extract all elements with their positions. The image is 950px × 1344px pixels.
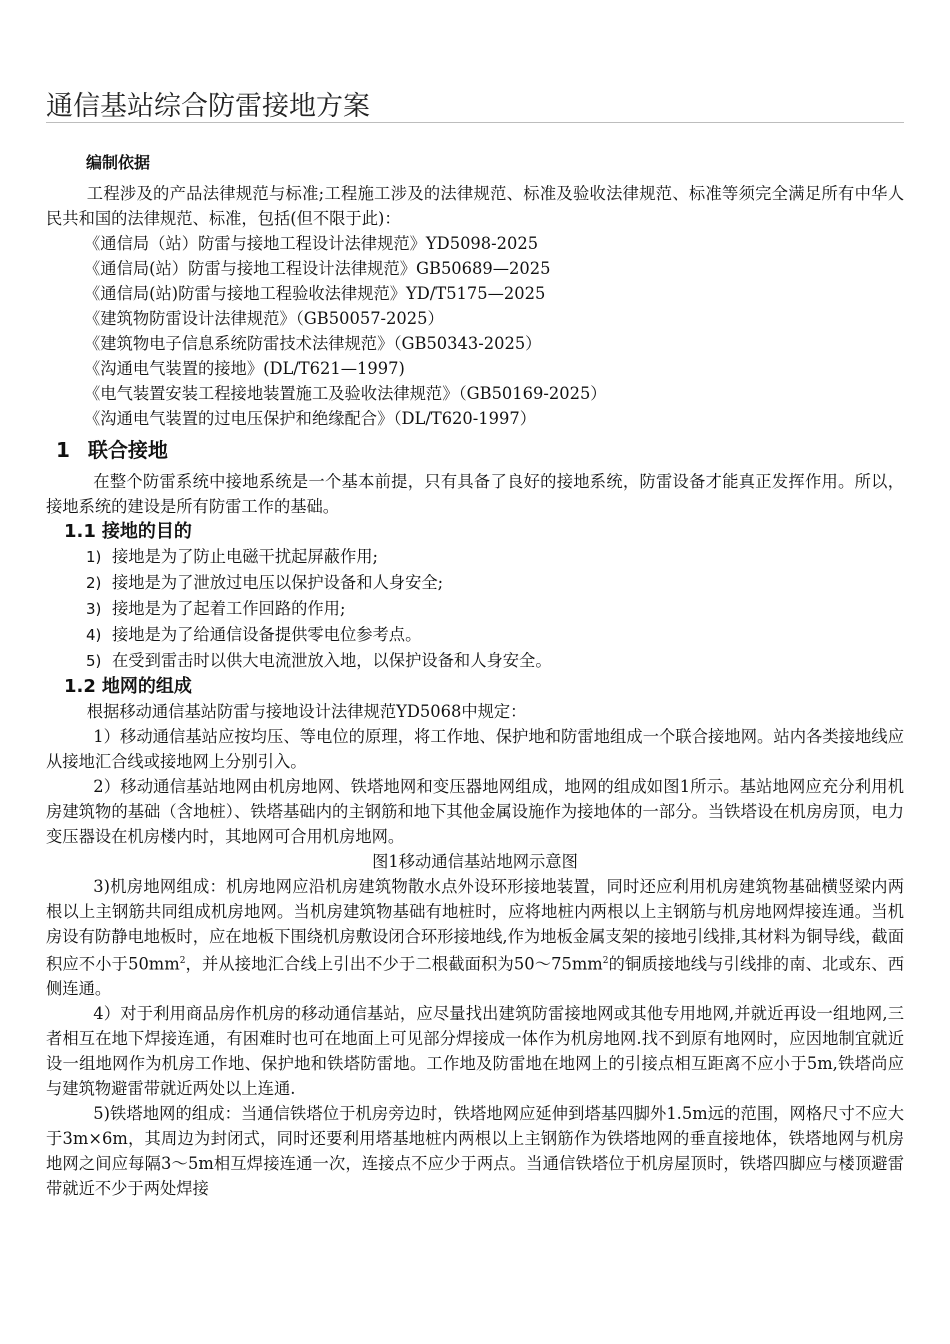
standard-item: 《通信局(站）防雷与接地工程设计法律规范》GB50689—2025 — [84, 259, 551, 278]
basis-intro: 工程涉及的产品法律规范与标准;工程施工涉及的法律规范、标准及验收法律规范、标准等须完全满足所有中华人民共和国的法律规范、标准，包括(但不限于此)： — [46, 184, 904, 228]
item-text: 在受到雷击时以供大电流泄放入地，以保护设备和人身安全。 — [112, 651, 552, 670]
superscript: 2 — [179, 956, 186, 966]
figure-caption: 图1移动通信基站地网示意图 — [372, 852, 578, 871]
paragraph-3 — [46, 874, 904, 1001]
section-title: 地网的组成 — [101, 676, 192, 697]
item-number: 5) — [86, 652, 102, 670]
section-number: 1.1 — [64, 521, 96, 542]
paragraph-4: 4）对于利用商品房作机房的移动通信基站，应尽量找出建筑防雷接地网或其他专用地网,并就近再设一组地网,三者相互在地下焊接连通，有困难时也可在地面上可见部分焊接成一体作为机房地网.找不到原有地网时，应因地制宜就近设一组地网作为机房工作地、保护地和铁塔防雷地。工作地及防雷地在地网上的引接点相互距离不应小于5m,铁塔尚应与建筑物避雷带就近两处以上连通. — [46, 1004, 904, 1099]
purpose-list — [46, 544, 904, 674]
item-text: 接地是为了泄放过电压以保护设备和人身安全; — [112, 573, 444, 592]
document-title: 通信基站综合防雷接地方案 — [46, 91, 370, 122]
standards-list — [46, 231, 904, 431]
item-number: 1) — [86, 548, 102, 566]
section-1-paragraph: 在整个防雷系统中接地系统是一个基本前提，只有具备了良好的接地系统，防雷设备才能真正发挥作用。所以，接地系统的建设是所有防雷工作的基础。 — [46, 472, 904, 516]
item-text: 接地是为了起着工作回路的作用; — [112, 599, 346, 618]
section-1-1-heading — [46, 519, 904, 544]
list-item — [46, 648, 904, 674]
list-item — [46, 570, 904, 596]
standard-item: 《沟通电气装置的过电压保护和绝缘配合》（DL/T620-1997） — [84, 409, 536, 428]
list-item — [46, 596, 904, 622]
standard-item: 《建筑物防雷设计法律规范》（GB50057-2025） — [84, 309, 444, 328]
item-text: 接地是为了给通信设备提供零电位参考点。 — [112, 625, 422, 644]
list-item — [46, 544, 904, 570]
section-number: 1.2 — [64, 676, 96, 697]
standard-item: 《通信局(站)防雷与接地工程验收法律规范》YD/T5175—2025 — [84, 284, 546, 303]
standard-item: 《建筑物电子信息系统防雷技术法律规范》（GB50343-2025） — [84, 334, 542, 353]
item-number: 3) — [86, 600, 102, 618]
item-number: 2) — [86, 574, 102, 592]
section-title: 接地的目的 — [101, 521, 192, 542]
paragraph-5: 5)铁塔地网的组成：当通信铁塔位于机房旁边时，铁塔地网应延伸到塔基四脚外1.5m远的范围，网格尺寸不应大于3m×6m，其周边为封闭式，同时还要利用塔基地桩内两根以上主钢筋作为铁塔地网的垂直接地体，铁塔地网与机房地网之间应每隔3～5m相互焊接连通一次，连接点不应少于两点。当通信铁塔位于机房屋顶时，铁塔四脚应与楼顶避雷带就近不少于两处焊接 — [46, 1104, 904, 1199]
paragraph-1: 1）移动通信基站应按均压、等电位的原理，将工作地、保护地和防雷地组成一个联合接地网。站内各类接地线应从接地汇合线或接地网上分别引入。 — [46, 727, 904, 771]
standard-item: 《通信局（站）防雷与接地工程设计法律规范》YD5098-2025 — [84, 234, 539, 253]
standard-item: 《电气装置安装工程接地装置施工及验收法律规范》（GB50169-2025） — [84, 384, 607, 403]
item-number: 4) — [86, 626, 102, 644]
list-item — [46, 622, 904, 648]
paragraph-3-text-c: 的铜质接地线与引线排的南、北或东、西侧连通。 — [46, 954, 904, 999]
item-text: 接地是为了防止电磁干扰起屏蔽作用; — [112, 547, 378, 566]
paragraph-3-text-b: ，并从接地汇合线上引出不少于二根截面积为50～75mm — [185, 954, 603, 974]
section-number: 1 — [56, 438, 70, 462]
section-title: 联合接地 — [87, 438, 168, 462]
section-1-2-heading — [46, 674, 904, 699]
title-divider — [46, 122, 904, 123]
paragraph-2: 2）移动通信基站地网由机房地网、铁塔地网和变压器地网组成，地网的组成如图1所示。基站地网应充分利用机房建筑物的基础（含地桩）、铁塔基础内的主钢筋和地下其他金属设施作为接地体的一部分。当铁塔设在机房房顶，电力变压器设在机房楼内时，其地网可合用机房地网。 — [46, 777, 904, 846]
superscript: 2 — [602, 956, 609, 966]
document-body — [46, 150, 904, 1201]
section-1-2-intro: 根据移动通信基站防雷与接地设计法律规范YD5068中规定： — [86, 702, 527, 721]
section-1-heading — [46, 431, 904, 469]
basis-heading: 编制依据 — [86, 153, 151, 172]
paragraph-3-text-a: 3)机房地网组成：机房地网应沿机房建筑物散水点外设环形接地装置，同时还应利用机房建筑物基础横竖梁内两根以上主钢筋共同组成机房地网。当机房建筑物基础有地桩时，应将地桩内两根以上主钢筋与机房地网焊接连通。当机房设有防静电地板时，应在地板下围绕机房敷设闭合环形接地线,作为地板金属支架的接地引线排,其材料为铜导线，截面积应不小于50mm — [46, 877, 904, 974]
standard-item: 《沟通电气装置的接地》(DL/T621—1997) — [84, 359, 405, 378]
